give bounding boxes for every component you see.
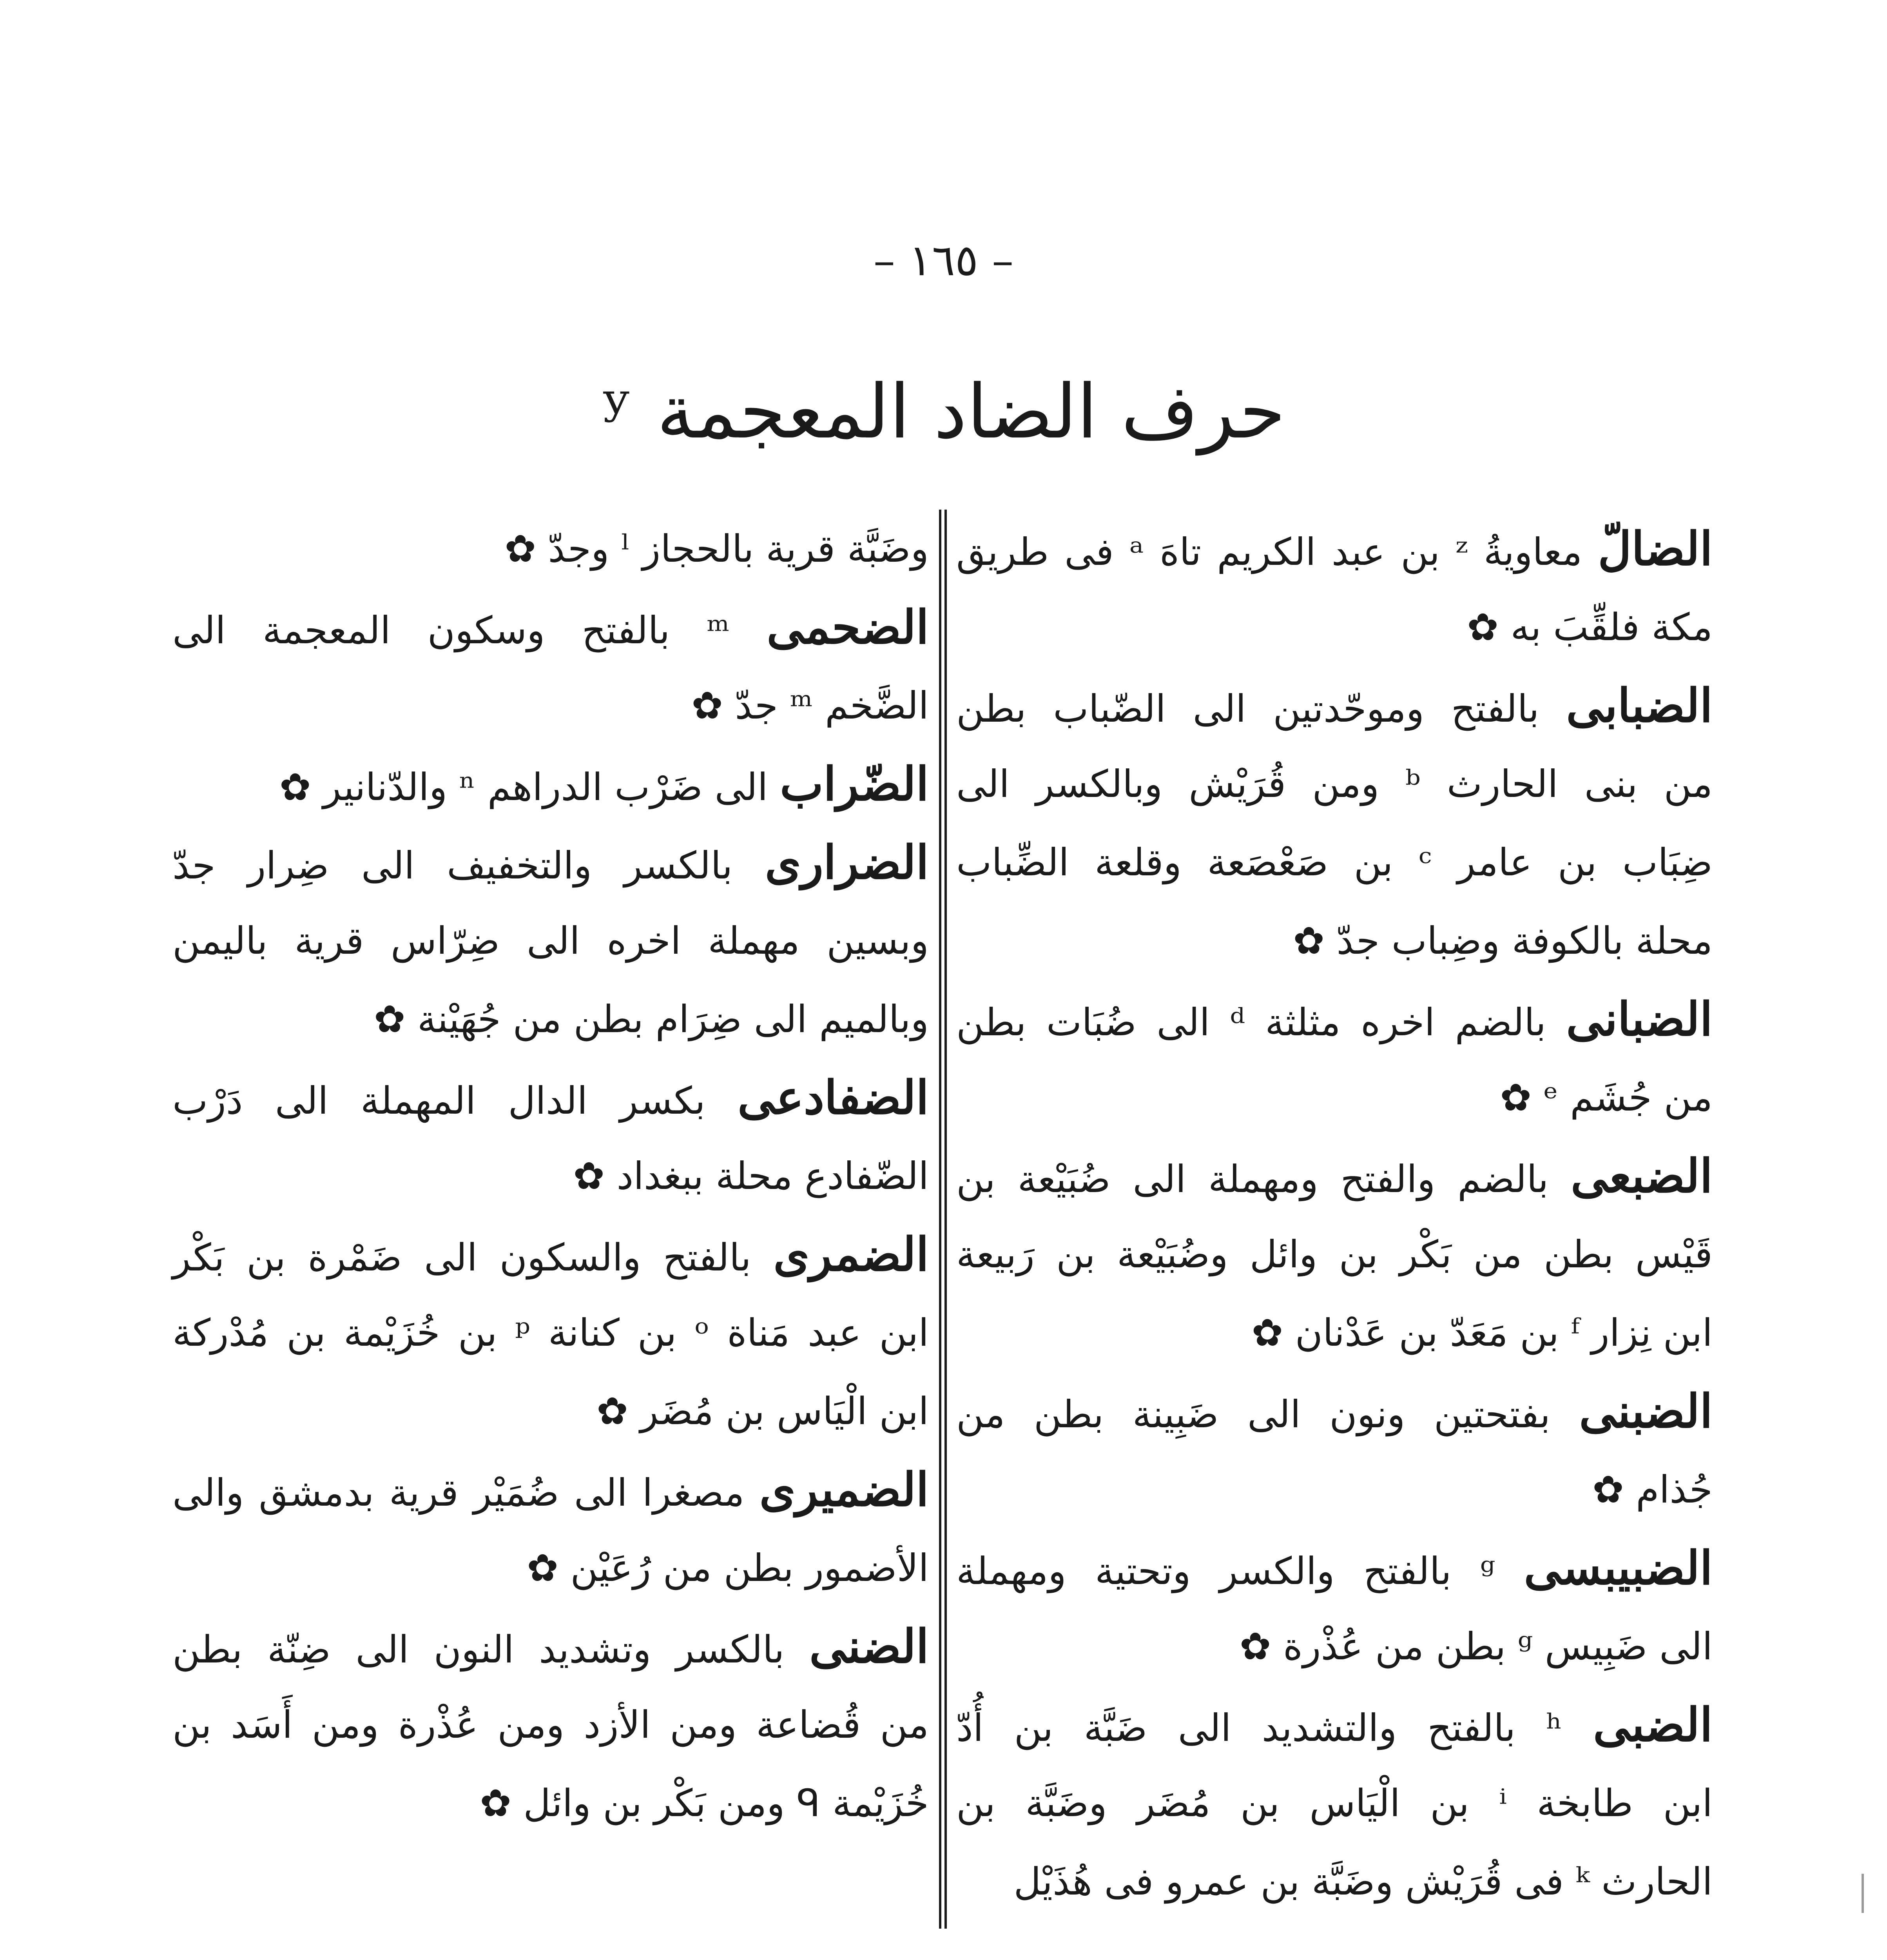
entry-text: ابن عبد مَناة ᵒ بن كنانة ᵖ بن خُزَيْمة بن مُدْركة [172, 1311, 929, 1355]
headword: الضمرى [773, 1227, 929, 1281]
text-line [952, 1058, 1717, 1137]
headword: الضبانى [1566, 992, 1713, 1046]
text-line [952, 1215, 1717, 1294]
text-line [169, 1764, 933, 1842]
text-line [169, 980, 933, 1058]
margin-mark [1862, 1874, 1864, 1913]
text-line [169, 1686, 933, 1764]
text-line [169, 902, 933, 980]
entry-text: ابن نِزار ᶠ بن مَعَدّ بن عَدْنان ✿ [1251, 1311, 1713, 1355]
entry-text: مصغرا الى ضُمَيْر قرية بدمشق والى [172, 1471, 760, 1515]
headword: الضنى [809, 1619, 929, 1673]
text-line [952, 745, 1717, 823]
entry-text: بالضم اخره مثلثة ᵈ الى ضُبَات بطن [956, 1000, 1566, 1044]
entry-text: جُذام ✿ [1592, 1468, 1713, 1512]
text-line [169, 510, 933, 588]
text-line [169, 588, 933, 666]
entry-text: مكة فلقِّبَ به ✿ [1467, 605, 1713, 649]
text-line [169, 1058, 933, 1137]
page-number: – ١٦٥ – [873, 235, 1014, 285]
entry-text: ᵍ بالفتح والكسر وتحتية ومهملة [956, 1549, 1524, 1593]
headword: الضرارى [765, 835, 929, 889]
entry-text: من جُشَم ᵉ ✿ [1500, 1076, 1713, 1120]
headword: الضالّ [1598, 521, 1713, 576]
entry-text: الى ضَرْب الدراهم ⁿ والدّنانير ✿ [279, 765, 780, 809]
text-line [169, 1372, 933, 1450]
text-line [952, 1607, 1717, 1686]
entry-text: ضِبَاب بن عامر ᶜ بن صَعْصَعة وقلعة الضِّباب [956, 840, 1713, 884]
entry-text: الى ضَبِيس ᵍ بطن من عُذْرة ✿ [1239, 1624, 1713, 1668]
headword: الضبعى [1571, 1149, 1713, 1203]
text-line [952, 1686, 1717, 1764]
text-line [169, 745, 933, 823]
text-line [952, 1529, 1717, 1607]
headword: الضّراب [779, 757, 929, 811]
entry-text: بالكسر والتخفيف الى ضِرار جدّ [172, 844, 765, 887]
entry-text: بالضم والفتح ومهملة الى ضُبَيْعة بن [956, 1157, 1571, 1201]
entry-text: ابن الْيَاس بن مُضَر ✿ [596, 1389, 929, 1433]
entry-text: ʰ بالفتح والتشديد الى ضَبَّة بن أُدّ [956, 1706, 1593, 1750]
text-line [169, 1294, 933, 1372]
headword: الضحمى [767, 600, 929, 654]
entry-text: الحارث ᵏ فى قُرَيْش وضَبَّة بن عمرو فى هُذَيْل [1013, 1860, 1713, 1904]
entry-text: من بنى الحارث ᵇ ومن قُرَيْش وبالكسر الى [956, 762, 1713, 806]
entry-text: قَيْس بطن من بَكْر بن وائل وضُبَيْعة بن رَبيعة [956, 1232, 1713, 1276]
entry-text: ابن طابخة ⁱ بن الْيَاس بن مُضَر وضَبَّة بن [956, 1781, 1713, 1825]
entry-text: ᵐ بالفتح وسكون المعجمة الى [172, 608, 767, 652]
text-line [952, 1294, 1717, 1372]
text-line [952, 666, 1717, 745]
text-columns [169, 510, 1717, 1929]
text-line [952, 510, 1717, 588]
headword: الضبى [1593, 1697, 1713, 1752]
entry-text: الأضمور بطن من رُعَيْن ✿ [527, 1546, 929, 1590]
column-divider [933, 510, 952, 1929]
text-line [169, 1137, 933, 1215]
text-line [169, 1607, 933, 1686]
entry-text: بالفتح وموحّدتين الى الضّباب بطن [956, 687, 1566, 731]
entry-text: محلة بالكوفة وضِباب جدّ ✿ [1293, 919, 1713, 963]
text-line [952, 1764, 1717, 1842]
headword: الضبنى [1579, 1384, 1713, 1438]
text-line [952, 1450, 1717, 1529]
chapter-title: حرف الضاد المعجمة ʸ [601, 368, 1286, 455]
entry-text: من قُضاعة ومن الأزد ومن عُذْرة ومن أَسَد بن [172, 1703, 929, 1747]
left-column [169, 510, 933, 1929]
entry-text: بفتحتين ونون الى ضَبِينة بطن من [956, 1392, 1579, 1436]
entry-text: خُزَيْمة ᑫ ومن بَكْر بن وائل ✿ [480, 1781, 929, 1825]
right-column [952, 510, 1717, 1929]
entry-text: وضَبَّة قرية بالحجاز ˡ وجدّ ✿ [504, 527, 929, 571]
text-line [952, 1372, 1717, 1450]
entry-text: وبالميم الى ضِرَام بطن من جُهَيْنة ✿ [373, 997, 929, 1041]
headword: الضبيبسى [1524, 1541, 1713, 1595]
text-line [169, 1215, 933, 1294]
text-line [169, 666, 933, 745]
text-line [952, 1137, 1717, 1215]
headword: الضفادعى [737, 1070, 929, 1125]
entry-text: الضَّخم ᵐ جدّ ✿ [691, 684, 929, 728]
entry-text: بالكسر وتشديد النون الى ضِنّة بطن [172, 1628, 809, 1671]
headword: الضبابى [1566, 678, 1713, 733]
text-line [952, 980, 1717, 1058]
text-line [169, 1450, 933, 1529]
text-line [952, 588, 1717, 666]
text-line [952, 823, 1717, 902]
entry-text: معاويةُ ᶻ بن عبد الكريم تاهَ ᵃ فى طريق [956, 530, 1598, 574]
entry-text: بالفتح والسكون الى ضَمْرة بن بَكْر [172, 1236, 774, 1279]
entry-text: الضّفادع محلة ببغداد ✿ [573, 1154, 929, 1198]
headword: الضميرى [759, 1462, 929, 1517]
text-line [169, 1529, 933, 1607]
entry-text: بكسر الدال المهملة الى دَرْب [172, 1079, 738, 1123]
entry-text: وبسين مهملة اخره الى ضِرّاس قرية باليمن [172, 919, 929, 963]
text-line [952, 902, 1717, 980]
text-line [169, 823, 933, 902]
text-line [952, 1842, 1717, 1921]
